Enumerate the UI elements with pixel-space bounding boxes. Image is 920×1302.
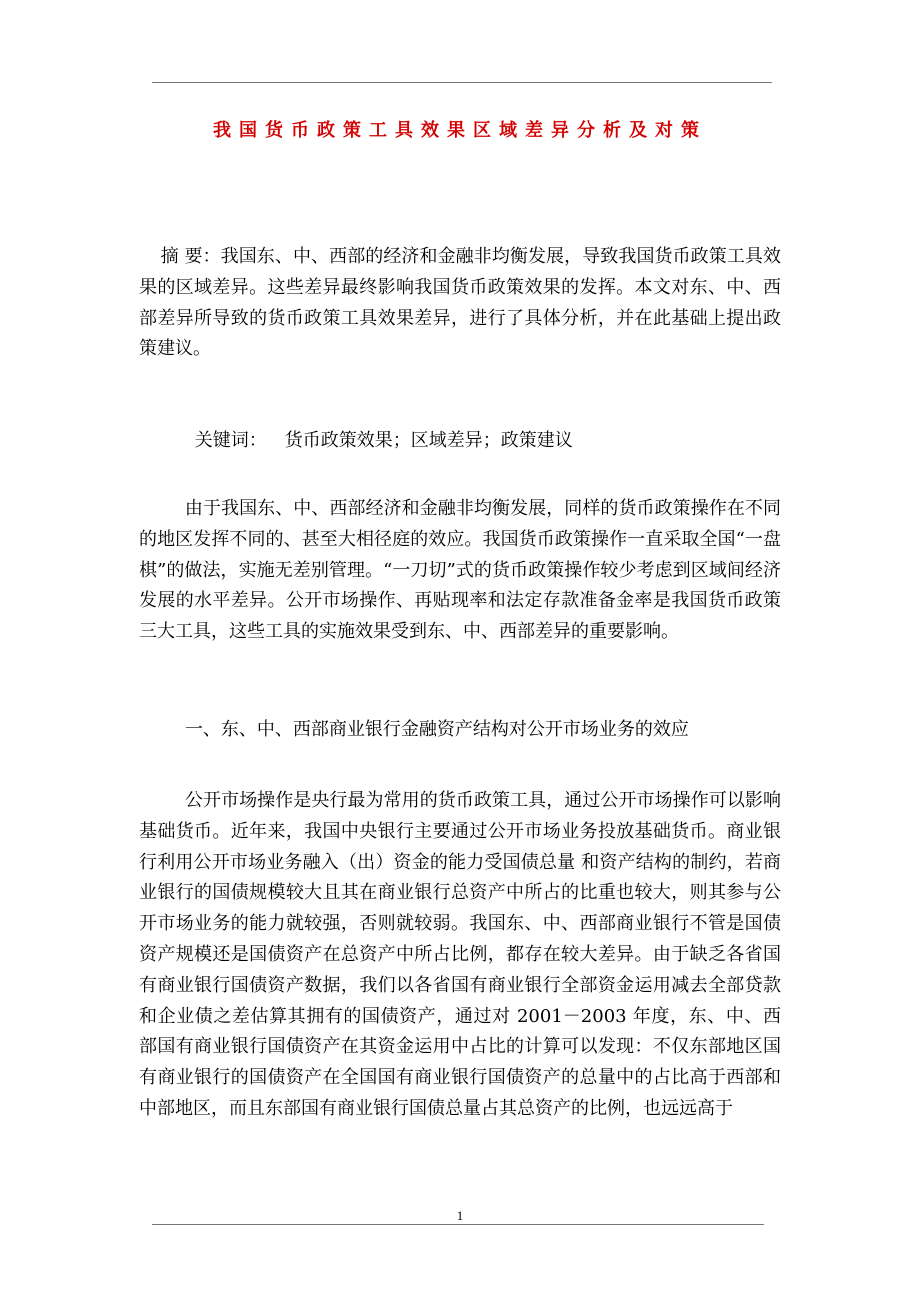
intro-paragraph: 由于我国东、中、西部经济和金融非均衡发展，同样的货币政策操作在不同的地区发挥不同的、甚至大相径庭的效应。我国货币政策操作一直采取全国“一盘棋”的做法，实施无差别管理。“一刀切”式的货币政策操作较少考虑到区域间经济发展的水平差异。公开市场操作、再贴现率和法定存款准备金率是我国货币政策三大工具，这些工具的实施效果受到东、中、西部差异的重要影响。 — [139, 498, 781, 643]
section-heading-1: 一、东、中、西部商业银行金融资产结构对公开市场业务的效应 — [184, 719, 689, 740]
keywords-line — [139, 426, 781, 457]
abstract-text: 我国东、中、西部的经济和金融非均衡发展，导致我国货币政策工具效果的区域差异。这些差异最终影响我国货币政策效果的发挥。本文对东、中、西部差异所导致的货币政策工具效果差异，进行了具体分析，并在此基础上提出政策建议。 — [139, 246, 781, 360]
document-title: 我国货币政策工具效果区域差异分析及对策 — [213, 120, 707, 141]
keywords-label: 关键词： — [194, 430, 267, 451]
page-number: 1 — [456, 1208, 464, 1223]
abstract-paragraph — [139, 242, 781, 365]
abstract-label: 摘 要： — [160, 246, 221, 267]
keywords-text: 货币政策效果；区域差异；政策建议 — [284, 430, 573, 451]
section-1-paragraph: 公开市场操作是央行最为常用的货币政策工具，通过公开市场操作可以影响基础货币。近年来，我国中央银行主要通过公开市场业务投放基础货币。商业银行利用公开市场业务融入（出）资金的能力受国债总量 和资产结构的制约，若商业银行的国债规模较大且其在商业银行总资产中所占的比重也较大，则其参与公开市场业务的能力就较强，否则就较弱。我国东、中、西部商业银行不管是国债资产规模还是国债资产在总资产中所占比例，都存在较大差异。由于缺乏各省国有商业银行国债资产数据，我们以各省国有商业银行全部资金运用减去全部贷款和企业债之差估算其拥有的国债资产，通过对 2001－2003 年度，东、中、西部国有商业银行国债资产在其资金运用中占比的计算可以发现：不仅东部地区国有商业银行的国债资产在全国国有商业银行国债资产的总量中的占比高于西部和中部地区，而且东部国有商业银行国债总量占其总资产的比例，也远远高于 — [139, 790, 781, 1119]
header-rule — [152, 82, 772, 83]
footer-rule — [152, 1224, 764, 1225]
